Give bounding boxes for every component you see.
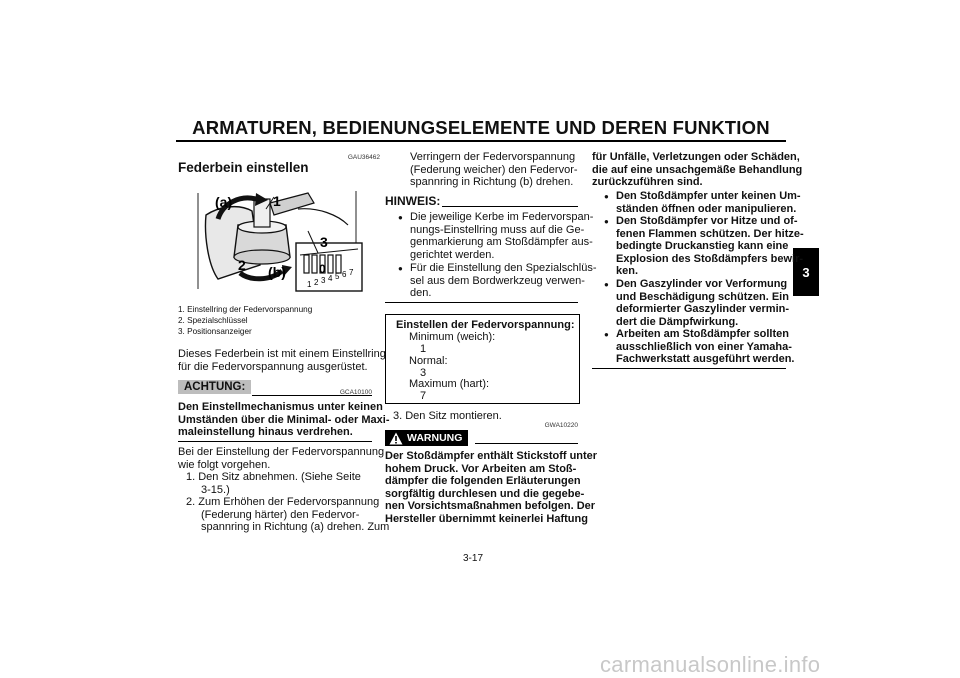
text-line: dert die Dämpfwirkung. (616, 315, 739, 328)
text-line: deformierter Gaszylinder vermin- (616, 303, 790, 316)
section-title: Federbein einstellen (178, 160, 309, 175)
text-line: Der Stoßdämpfer enthält Stickstoff unter (385, 450, 598, 462)
bullet-item (616, 328, 795, 366)
text-line: Explosion des Stoßdämpfers bewir- (616, 252, 804, 265)
text-line: Bei der Einstellung der Federvorspannung (178, 446, 385, 458)
text-line: ● Arbeiten am Stoßdämpfer sollten (616, 328, 789, 340)
scale-2: 2 (314, 278, 319, 287)
text-line: gerichtet werden. (410, 248, 495, 261)
scale-4: 4 (328, 274, 333, 283)
bullet-item (410, 262, 597, 300)
text-line: wie folgt vorgehen. (178, 458, 271, 471)
step-3: 3. Den Sitz montieren. (393, 410, 502, 422)
box-max-value: 7 (420, 390, 427, 402)
scale-5: 5 (335, 272, 340, 281)
text-line: Fachwerkstatt ausgeführt werden. (616, 353, 795, 366)
warn-bullet-2 (616, 215, 804, 278)
text-line: zurückzuführen sind. (592, 176, 703, 189)
intro-paragraph (178, 348, 386, 373)
procedure-intro (178, 446, 384, 471)
warn-continuation (592, 151, 802, 189)
bullet-item (616, 190, 801, 215)
hinweis-bullet-2 (410, 262, 597, 300)
text-line: Umständen über die Minimal- oder Maxi- (178, 413, 390, 426)
text-line: ken. (616, 265, 639, 278)
scale-1: 1 (307, 280, 312, 289)
page-header-title: ARMATUREN, BEDIENUNGSELEMENTE UND DEREN FUNKTION (192, 117, 770, 138)
text-line: ● Den Gaszylinder vor Verformung (616, 278, 788, 290)
hinweis-end-rule (385, 302, 578, 303)
step-2-continuation (410, 151, 578, 189)
text-line: spannring in Richtung (b) drehen. (410, 176, 574, 189)
box-min-label: Minimum (weich): (409, 331, 496, 343)
caption-item: 2. Spezialschlüssel (178, 316, 248, 325)
warn-end-rule (592, 368, 786, 369)
bullet-item (616, 215, 804, 278)
text-line: die auf eine unsachgemäße Behandlung (592, 163, 803, 176)
box-title: Einstellen der Federvorspannung: (396, 319, 575, 331)
warn-code: GWA10220 (544, 422, 578, 429)
fig-label-2: 2 (238, 257, 246, 273)
preload-settings-box (385, 314, 580, 404)
shock-absorber-figure (178, 185, 370, 295)
hinweis-label: HINWEIS: (385, 194, 441, 208)
box-normal-value: 3 (420, 367, 427, 379)
box-max-label: Maximum (hart): (409, 378, 490, 390)
hinweis-bullet-1 (410, 211, 593, 261)
fig-label-zero: 0 (319, 262, 326, 276)
fig-label-3: 3 (320, 234, 328, 250)
box-normal-label: Normal: (409, 355, 448, 367)
text-line: (Federung härter) den Federvor- (201, 508, 360, 521)
text-line: 2. Zum Erhöhen der Federvorspannung (186, 496, 380, 508)
fig-label-b: (b) (268, 264, 286, 280)
watermark: carmanualsonline.info (600, 652, 821, 677)
text-line: spannring in Richtung (a) drehen. Zum (201, 521, 390, 534)
header-rule (176, 140, 786, 142)
text-line: Hersteller übernimmt keinerlei Haftung (385, 512, 588, 525)
text-line: ● Den Stoßdämpfer unter keinen Um- (616, 190, 801, 202)
text-line: Den Einstellmechanismus unter keinen (178, 401, 383, 413)
text-line: ausschließlich von einer Yamaha- (616, 340, 792, 353)
achtung-code: GCA10100 (339, 389, 372, 396)
caption-item: 1. Einstellring der Federvorspannung (178, 305, 313, 314)
warnung-label (385, 430, 468, 446)
caption-item: 3. Positionsanzeiger (178, 327, 252, 336)
text-line: 3-15.) (201, 483, 230, 496)
fig-label-a: (a) (215, 194, 233, 210)
bullet-item (616, 278, 789, 328)
text-line: nen Vorsichtsmaßnahmen befolgen. Der (385, 500, 596, 513)
hinweis-rule (442, 206, 578, 207)
text-line: ständen öffnen oder manipulieren. (616, 202, 797, 215)
bullet-item (410, 211, 593, 261)
warn-bullet-4 (616, 328, 795, 366)
text-line: ● Für die Einstellung den Spezialschlüs- (410, 262, 597, 274)
page-number: 3-17 (463, 553, 484, 564)
step-1 (186, 471, 361, 496)
scale-7: 7 (349, 268, 354, 277)
warnung-text: WARNUNG (407, 432, 463, 444)
warn-bullet-3 (616, 278, 789, 328)
text-line: ● Die jeweilige Kerbe im Federvorspan- (410, 211, 594, 223)
box-min-value: 1 (420, 343, 427, 355)
text-line: dämpfer die folgenden Erläuterungen (385, 475, 581, 488)
text-line: maleinstellung hinaus verdrehen. (178, 426, 353, 439)
figure-captions (178, 304, 312, 337)
text-line: sorgfältig durchlesen und die gegebe- (385, 487, 585, 500)
warn-rule (475, 443, 578, 444)
text-line: fenen Flammen schützen. Der hitze- (616, 227, 804, 240)
step-2 (186, 496, 389, 534)
text-line: ● Den Stoßdämpfer vor Hitze und of- (616, 215, 798, 227)
scale-6: 6 (342, 270, 347, 279)
text-line: den. (410, 287, 432, 300)
text-line: für Unfälle, Verletzungen oder Schäden, (592, 151, 800, 163)
warn-bullet-1 (616, 190, 801, 215)
warning-triangle-icon (389, 432, 403, 445)
text-line: nungs-Einstellring muss auf die Ge- (410, 223, 585, 236)
text-line: genmarkierung am Stoßdämpfer aus- (410, 236, 593, 249)
text-line: bedingte Druckanstieg kann eine (616, 240, 789, 253)
chapter-tab: 3 (793, 248, 819, 296)
achtung-text (178, 401, 389, 439)
text-line: sel aus dem Bordwerkzeug verwen- (410, 274, 585, 287)
warn-text (385, 450, 597, 526)
text-line: Verringern der Federvorspannung (410, 151, 576, 163)
fig-label-1: 1 (273, 193, 281, 209)
text-line: für die Federvorspannung ausgerüstet. (178, 360, 368, 373)
scale-3: 3 (321, 276, 326, 285)
section-code: GAU36462 (347, 154, 380, 161)
achtung-label: ACHTUNG: (178, 380, 251, 394)
text-line: (Federung weicher) den Federvor- (410, 163, 578, 176)
achtung-end-rule (178, 441, 372, 442)
text-line: hohem Druck. Vor Arbeiten am Stoß- (385, 462, 577, 475)
text-line: und Beschädigung schützen. Ein (616, 290, 789, 303)
text-line: 1. Den Sitz abnehmen. (Siehe Seite (186, 471, 361, 483)
text-line: Dieses Federbein ist mit einem Einstellring (178, 348, 386, 360)
